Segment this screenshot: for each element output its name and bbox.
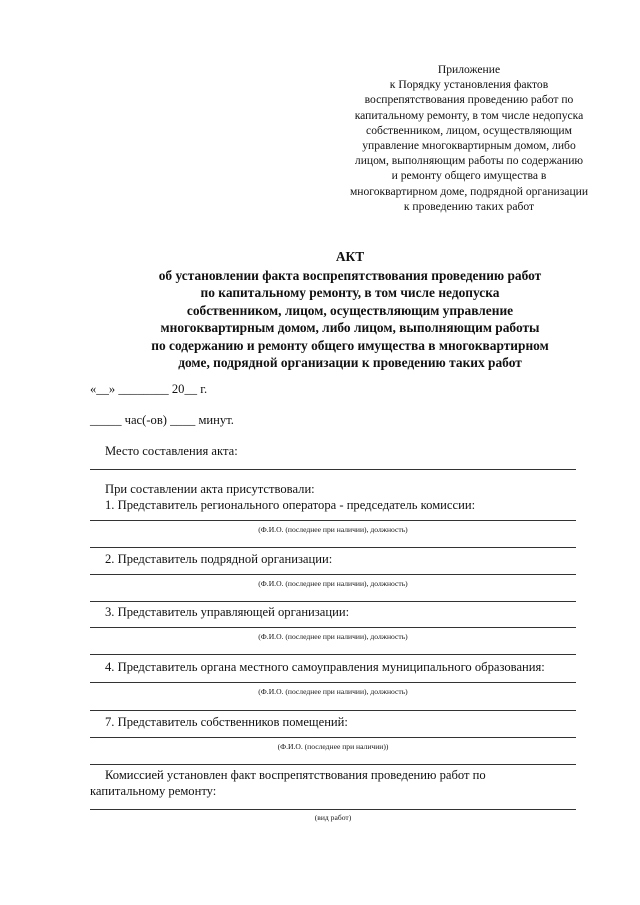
rep2-caption: (Ф.И.О. (последнее при наличии), должность) [258, 579, 408, 588]
title-line: собственником, лицом, осуществляющим управление [186, 302, 514, 318]
title-line: многоквартирным домом, либо лицом, выполняющим работы [160, 320, 540, 335]
rep7-label: 7. Представитель собственников помещений: [105, 715, 348, 729]
appendix-block [335, 62, 603, 214]
appendix-line: лицом, выполняющим работы по содержанию [354, 154, 584, 168]
appendix-line: к проведению таких работ [403, 199, 535, 213]
rep2-field-line-2 [90, 601, 576, 602]
rep4-caption: (Ф.И.О. (последнее при наличии), должность) [258, 687, 408, 696]
rep4-field-line [90, 682, 576, 683]
rep2-field-line [90, 574, 576, 575]
appendix-line: к Порядку установления фактов [389, 78, 549, 92]
title-heading: АКТ [335, 249, 365, 264]
fact-text-line1: Комиссией установлен факт воспрепятствования проведению работ по [105, 768, 486, 782]
rep4-field-line-2 [90, 710, 576, 711]
appendix-line: собственником, лицом, осуществляющим [366, 123, 572, 137]
rep1-field-line [90, 520, 576, 521]
appendix-line: управление многоквартирным домом, либо [362, 139, 576, 153]
fact-text-line2: капитальному ремонту: [90, 784, 217, 798]
title-line: по содержанию и ремонту общего имущества в многоквартирном [151, 337, 549, 353]
present-label: При составлении акта присутствовали: [105, 482, 315, 496]
time-line: _____ час(-ов) ____ минут. [90, 413, 234, 427]
place-label: Место составления акта: [105, 444, 238, 458]
title-line: по капитальному ремонту, в том числе недопуска [200, 285, 500, 300]
rep7-field-line-2 [90, 764, 576, 765]
rep2-label: 2. Представитель подрядной организации: [105, 552, 333, 566]
place-field-line [90, 469, 576, 470]
rep1-label: 1. Представитель регионального оператора - председатель комиссии: [105, 498, 476, 512]
rep3-field-line-2 [90, 654, 576, 655]
rep3-caption: (Ф.И.О. (последнее при наличии), должность) [258, 632, 408, 641]
appendix-line: многоквартирном доме, подрядной организации [349, 184, 589, 198]
title-line: доме, подрядной организации к проведению таких работ [178, 355, 522, 370]
rep3-field-line [90, 627, 576, 628]
appendix-line: Приложение [437, 63, 501, 76]
appendix-line: воспрепятствования проведению работ по [364, 93, 574, 107]
rep4-label: 4. Представитель органа местного самоуправления муниципального образования: [105, 660, 545, 674]
rep1-caption: (Ф.И.О. (последнее при наличии), должность) [258, 525, 408, 534]
work-caption: (вид работ) [314, 813, 352, 822]
appendix-line: и ремонту общего имущества в [391, 169, 547, 183]
rep7-caption: (Ф.И.О. (последнее при наличии)) [277, 742, 389, 751]
rep1-field-line-2 [90, 547, 576, 548]
appendix-line: капитальному ремонту, в том числе недопуска [354, 108, 584, 122]
document-title [90, 248, 610, 372]
rep3-label: 3. Представитель управляющей организации: [105, 605, 350, 619]
title-line: об установлении факта воспрепятствования проведению работ [158, 267, 542, 283]
work-field-line [90, 809, 576, 810]
date-line: «__» ________ 20__ г. [90, 382, 208, 396]
rep7-field-line [90, 737, 576, 738]
